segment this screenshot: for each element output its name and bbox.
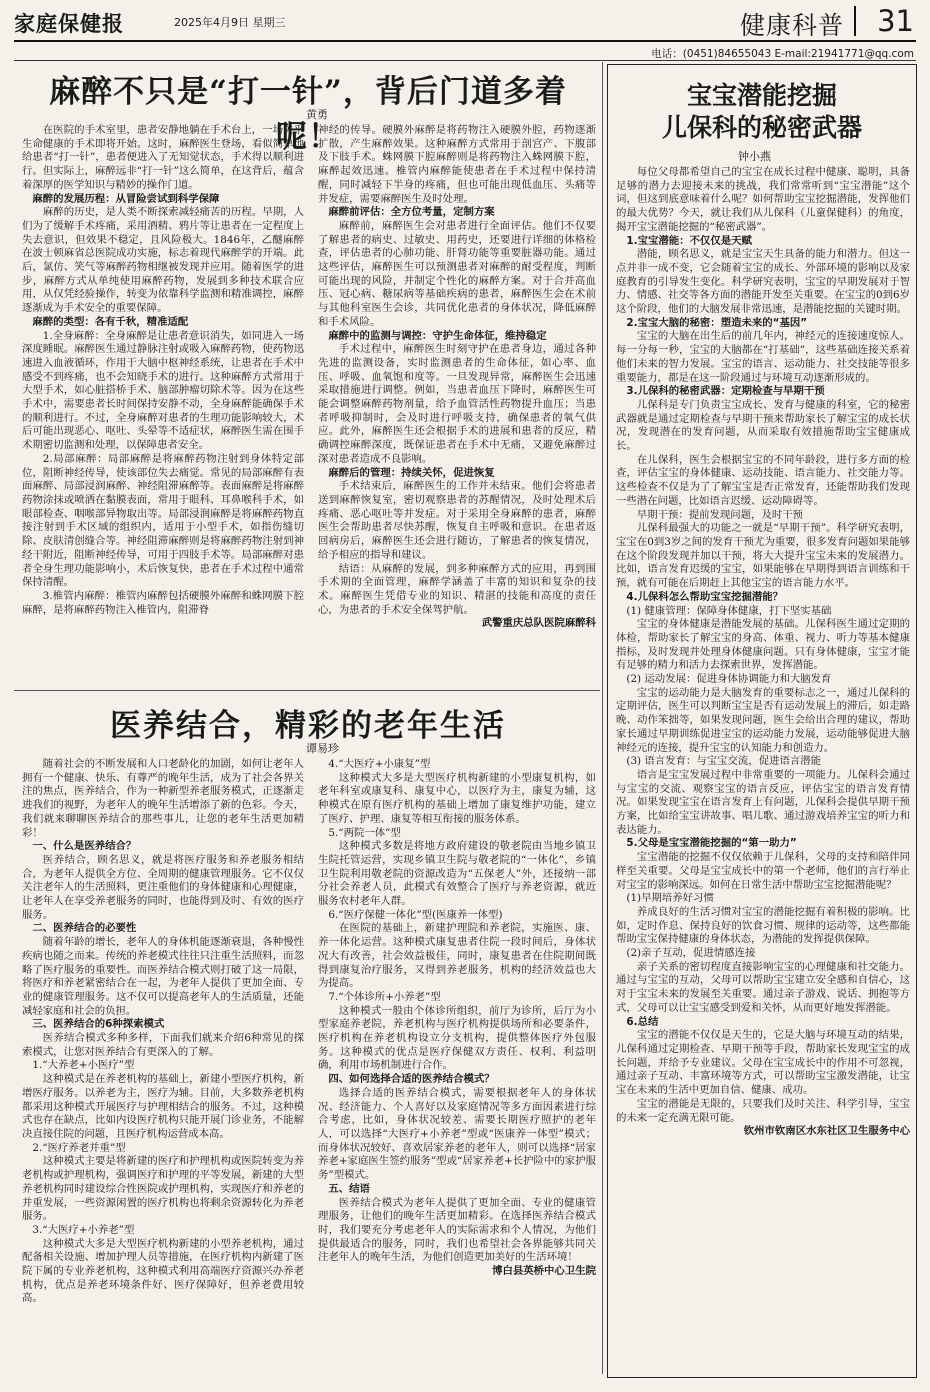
paragraph: 这种模式大多是大型医疗机构新建的小型养老机构，通过配备相关设施、增加护理人员等措施，在医疗机构内新建了医院下属的专业养老机构，这种模式利用高端医疗资源兴办养老机构，优点是养老环境条件好、医疗保障好，但养老费用较高。 — [22, 1237, 304, 1305]
article1-column-1 — [22, 124, 304, 684]
subsection-heading: 4.“大医疗+小康复”型 — [328, 758, 431, 770]
paragraph: 宝宝的大脑在出生后的前几年内，神经元的连接速度惊人。每一分每一秒，宝宝的大脑都在“打基础”，这些基础连接关系着他们未来的智力发展。宝宝的语言、运动能力、社交技能等很多重要能力，都是在这一阶段通过与环境互动逐渐形成的。 — [616, 330, 910, 384]
subsection-heading: 5.“两院一体”型 — [328, 826, 401, 839]
article-separator — [14, 690, 600, 691]
paragraph: 每位父母都希望自己的宝宝在成长过程中健康、聪明，具备足够的潜力去迎接未来的挑战，我们常常听到“宝宝潜能”这个词，但这到底意味着什么呢？如何帮助宝宝挖掘潜能，发挥他们的最大优势？今天，就让我们从儿保科（儿童保健科）的角度，揭开宝宝潜能挖掘的“秘密武器”。 — [616, 166, 910, 233]
article3-headline-line1: 宝宝潜能挖掘 — [686, 81, 837, 110]
section-heading: 2.宝宝大脑的秘密：塑造未来的“基因” — [626, 316, 808, 329]
masthead-rule — [14, 40, 916, 42]
article1-column-2 — [318, 124, 596, 684]
subsection-heading: 2.“医疗养老并重”型 — [32, 1141, 126, 1154]
subsection-heading: (1) 健康管理：保障身体健康，打下坚实基础 — [626, 604, 832, 617]
masthead — [0, 0, 930, 40]
paragraph: 儿保科是专门负责宝宝成长、发育与健康的科室，它的秘密武器就是通过定期检查与早期干预来帮助家长了解宝宝的成长状况，发现潜在的发育问题，从而采取有效措施帮助宝宝健康成长。 — [616, 398, 910, 453]
contact-line: 电话：(0451)84655043 E-mail:21941771@qq.com — [651, 48, 914, 60]
paragraph: 宝宝的潜能不仅仅是天生的，它是大脑与环境互动的结果，儿保科通过定期检查、早期干预等手段，帮助家长发现宝宝的成长问题，并给予专业建议。父母在宝宝成长中的作用不可忽视，通过亲子互动、丰富环境等方式，可以帮助宝宝激发潜能，让宝宝在未来的生活中更加自信、健康、成功。 — [616, 1029, 910, 1097]
paper-name: 家庭保健报 — [14, 11, 124, 36]
section-heading: 五、结语 — [328, 1182, 370, 1195]
paragraph: 潜能，顾名思义，就是宝宝天生具备的能力和潜力。但这一点并非一成不变，它会随着宝宝的成长、外部环境的影响以及家庭教育的引导发生变化。科学研究表明，宝宝的早期发展对于智力、情感、社交等各方面的潜能开发至关重要。在宝宝的0到6岁这个阶段，他们的大脑发展非常迅速，是潜能挖掘的关键时期。 — [616, 248, 910, 316]
article2-headline: 医养结合，精彩的老年生活 — [110, 708, 506, 744]
section-heading: 4.儿保科怎么帮助宝宝挖掘潜能？ — [626, 590, 784, 603]
subsection-heading: (2)亲子互动，促进情感连接 — [626, 947, 756, 960]
section-heading: 四、如何选择合适的医养结合模式？ — [328, 1073, 495, 1086]
subsection-heading: 6.“医疗保健一体化”型(医康养一体型) — [328, 908, 503, 921]
paragraph: 麻醉前，麻醉医生会对患者进行全面评估。他们不仅要了解患者的病史、过敏史、用药史，还要进行详细的体格检查，评估患者的心肺功能、肝肾功能等重要脏器功能。通过这些评估，麻醉医生可以预测患者对麻醉的耐受程度，判断可能出现的风险，并制定个性化的麻醉方案。对于合并高血压、冠心病、糖尿病等基础疾病的患者，麻醉医生会在术前与其他科室医生会诊，共同优化患者的身体状况，降低麻醉和手术风险。 — [318, 219, 596, 328]
paragraph: 麻醉的历史，是人类不断探索减轻痛苦的历程。早期，人们为了缓解手术疼痛，采用酒精、鸦片等让患者在一定程度上失去意识，但效果不稳定，且风险极大。1846年，乙醚麻醉在波士顿麻省总医院成功实施，标志着现代麻醉学的开端。此后，氯仿、笑气等麻醉药物相继被发现并应用。随着医学的进步，麻醉方式从单纯使用麻醉药物，发展到多种技术联合应用，从仅凭经验操作，转变为依靠科学监测和精准调控，麻醉逐渐成为手术安全的重要保障。 — [22, 206, 304, 315]
issue-date: 2025年4月9日 星期三 — [174, 16, 286, 29]
article2-column-2 — [318, 758, 596, 1382]
section-heading: 麻醉的类型：各有千秋，精准适配 — [32, 315, 189, 328]
article2-column-1 — [22, 758, 304, 1382]
paragraph: 早期干预：提前发现问题，及时干预 — [636, 508, 804, 521]
subsection-heading: (1)早期培养好习惯 — [626, 892, 714, 905]
paragraph: 2.局部麻醉：局部麻醉是将麻醉药物注射到身体特定部位，阻断神经传导，使该部位失去痛觉。常见的局部麻醉有表面麻醉、局部浸润麻醉、神经阻滞麻醉等。表面麻醉是将麻醉药物涂抹或喷洒在黏膜表面，常用于眼科、耳鼻喉科手术，如眼部检查、咽喉部异物取出等。局部浸润麻醉是将麻醉药物直接注射到手术区域的组织内，适用于小型手术，如指伤缝切除、皮肤清创缝合等。神经阻滞麻醉则是将麻醉药物注射到神经干附近，阻断神经传导，可用于四肢手术等。局部麻醉对患者全身生理功能影响小，术后恢复快，患者在手术过程中通常保持清醒。 — [22, 452, 304, 589]
paragraph: 3.椎管内麻醉：椎管内麻醉包括硬膜外麻醉和蛛网膜下腔麻醉，是将麻醉药物注入椎管内，阻滞脊 — [22, 589, 304, 616]
subsection-heading: (3) 语言发育：与宝宝交流，促进语言潜能 — [626, 755, 822, 768]
author-affiliation: 钦州市钦南区水东社区卫生服务中心 — [743, 1125, 910, 1138]
paragraph: 医养结合，顾名思义，就是将医疗服务和养老服务相结合，为老年人提供全方位、全周期的健康管理服务。它不仅仅关注老年人的生活照料，更注重他们的身体健康和心理健康，让老年人在享受养老服务的同时，也能得到及时、有效的医疗服务。 — [22, 853, 304, 921]
paragraph: 神经的传导。硬膜外麻醉是将药物注入硬膜外腔，药物逐渐扩散，产生麻醉效果。这种麻醉方式常用于剖宫产、下腹部及下肢手术。蛛网膜下腔麻醉则是将药物注入蛛网膜下腔，麻醉起效迅速。椎管内麻醉能使患者在手术过程中保持清醒，同时减轻下半身的疼痛，但也可能出现低血压、头痛等并发症，需要麻醉医生及时处理。 — [318, 124, 596, 205]
paragraph: 结语：从麻醉的发展，到多种麻醉方式的应用，再到围手术期的全面管理，麻醉学涵盖了丰富的知识和复杂的技术。麻醉医生凭借专业的知识、精湛的技能和高度的责任心，为患者的手术安全保驾护航。 — [318, 562, 596, 616]
section-heading: 三、医养结合的6种探索模式 — [32, 1018, 165, 1031]
paragraph: 养成良好的生活习惯对宝宝的潜能挖掘有着积极的影响。比如，定时作息、保持良好的饮食习惯、规律的运动等，这些都能帮助宝宝保持健康的身体状态，为潜能的发挥提供保障。 — [616, 905, 910, 946]
paragraph: 这种模式主要是将新建的医疗和护理机构或医院转变为养老机构或护理机构，强调医疗和护理的平等发展，新建的大型养老机构同时建设综合性医院或护理机构，实现医疗和养老的并重发展，一些资源闲置的医疗机构也将剩余资源转化为养老服务。 — [22, 1155, 304, 1223]
paragraph: 在儿保科，医生会根据宝宝的不同年龄段，进行多方面的检查，评估宝宝的身体健康、运动技能、语言能力、社交能力等。这些检查不仅是为了了解宝宝是否正常发育，还能帮助我们发现一些潜在问题，比如语言迟缓、运动障碍等。 — [616, 453, 910, 507]
paragraph: 在医院的基础上，新建护理院和养老院，实施医、康、养一体化运营。这种模式康复患者住院一段时间后，身体状况大有改善，社会效益极佳，同时，康复患者在住院期间既得到康复治疗服务，又得到养老服务，机构的经济效益也大为提高。 — [318, 922, 596, 990]
article3-headline — [620, 80, 904, 144]
paragraph: 随着社会的不断发展和人口老龄化的加剧，如何让老年人拥有一个健康、快乐、有尊严的晚年生活，成为了社会各界关注的焦点，医养结合，作为一种新型养老服务模式，正逐渐走进我们的视野，为老年人的晚年生活增添了新的色彩。今天，我们就来聊聊医养结合的那些事儿，让您的老年生活更加精彩！ — [22, 758, 304, 839]
paragraph: 这种模式多数是将地方政府建设的敬老院由当地乡镇卫生院托管运营，实现乡镇卫生院与敬老院的“一体化”，乡镇卫生院利用敬老院的资源改造为“五保老人”外，还接纳一部分社会养老人员，此模式有效整合了医疗与养老资源，就近服务农村老年人群。 — [318, 840, 596, 908]
paragraph: 在医院的手术室里，患者安静地躺在手术台上，一场关乎生命健康的手术即将开始。这时，麻醉医生登场，看似简单地给患者“打一针”，患者便进入了无知觉状态，手术得以顺利进行。但实际上，麻醉远非“打一针”这么简单，在这背后，蕴含着深厚的医学知识与精妙的操作门道。 — [22, 124, 304, 191]
section-title: 健康科普 — [739, 11, 844, 40]
paragraph: 语言是宝宝发展过程中非常重要的一项能力。儿保科会通过与宝宝的交流、观察宝宝的语言反应，评估宝宝的语言发育情况。如果发现宝宝在语言发育上有问题，儿保科会提供早期干预方案，比如给宝宝讲故事、唱儿歌、通过游戏培养宝宝的听力和表达能力。 — [616, 768, 910, 836]
page-number: 31 — [877, 4, 914, 38]
article2-author: 谭易珍 — [306, 742, 339, 755]
paragraph: 选择合适的医养结合模式，需要根据老年人的身体状况、经济能力、个人喜好以及家庭情况等多方面因素进行综合考虑，比如，身体状况较差、需要长期医疗照护的老年人，可以选择“大医疗+小养老”型或“医康养一体型”模式；而身体状况较好、喜欢居家养老的老年人，则可以选择“居家养老+家庭医生签约服务”型或“居家养老+长护险中的家护服务”型模式。 — [318, 1086, 596, 1182]
section-heading: 麻醉后的管理：持续关怀，促进恢复 — [328, 466, 495, 479]
section-heading: 麻醉前评估：全方位考量，定制方案 — [328, 206, 495, 219]
subsection-heading: (2) 运动发展：促进身体协调能力和大脑发育 — [626, 673, 832, 686]
paragraph: 这种模式大多是大型医疗机构新建的小型康复机构，如老年科室或康复科、康复中心，以医疗为主，康复为辅，这种模式在原有医疗机构的基础上增加了康复维护功能，建立了医疗、护理、康复等相互衔接的服务体系。 — [318, 771, 596, 825]
article1-headline: 麻醉不只是“打一针”，背后门道多着呢！ — [49, 74, 567, 155]
section-heading: 3.儿保科的秘密武器：定期检查与早期干预 — [626, 385, 825, 398]
article1-author: 黄勇 — [306, 108, 328, 121]
article3-body — [616, 166, 910, 1370]
paragraph: 这种模式一般由个体诊所组织，前厅为诊所，后厅为小型家庭养老院，养老机构与医疗机构提供场所和必要条件，医疗机构在养老机构设立分支机构，提供整体医疗外包服务。这种模式的优点是医疗保健双方责任、权利、利益明确，利用市场机制进行合作。 — [318, 1004, 596, 1072]
paragraph: 医养结合模式为老年人提供了更加全面、专业的健康管理服务，让他们的晚年生活更加精彩。在选择医养结合模式时，我们要充分考虑老年人的实际需求和个人情况，为他们提供最适合的服务，同时，我们也希望社会各界能够共同关注老年人的晚年生活，为他们创造更加美好的生活环境！ — [318, 1196, 596, 1264]
paragraph: 手术过程中，麻醉医生时刻守护在患者身边，通过各种先进的监测设备，实时监测患者的生命体征，如心率、血压、呼吸、血氧饱和度等。一旦发现异常，麻醉医生会迅速采取措施进行调整。例如，当患者血压下降时，麻醉医生可能会调整麻醉药物剂量，给予血管活性药物提升血压；当患者呼吸抑制时，会及时进行呼吸支持，确保患者的氧气供应。此外，麻醉医生还会根据手术的进展和患者的反应，精确调控麻醉深度，既保证患者在手术中无痛，又避免麻醉过深对患者造成不良影响。 — [318, 343, 596, 465]
paragraph: 宝宝的运动能力是大脑发育的重要标志之一，通过儿保科的定期评估，医生可以判断宝宝是否有运动发展上的滞后，如走路晚、动作笨拙等，如果发现问题，医生会给出合理的建议，帮助家长通过早期训练促进宝宝的运动能力发展，运动能够促进大脑神经元的连接，提升宝宝的认知能力和创造力。 — [616, 686, 910, 754]
paragraph: 宝宝潜能的挖掘不仅仅依赖于儿保科，父母的支持和陪伴同样至关重要。父母是宝宝成长中的第一个老师，他们的言行举止对宝宝的影响深远。如何在日常生活中帮助宝宝挖掘潜能呢？ — [616, 851, 910, 891]
author-affiliation: 博白县英桥中心卫生院 — [492, 1265, 596, 1278]
paragraph: 宝宝的身体健康是潜能发展的基础。儿保科医生通过定期的体检，帮助家长了解宝宝的身高、体重、视力、听力等基本健康指标，及时发现并处理身体健康问题。只有身体健康，宝宝才能有足够的精力和活力去探索世界，发挥潜能。 — [616, 618, 910, 672]
paragraph: 手术结束后，麻醉医生的工作并未结束。他们会将患者送到麻醉恢复室，密切观察患者的苏醒情况，及时处理术后疼痛、恶心呕吐等并发症。对于采用全身麻醉的患者，麻醉医生会帮助患者尽快苏醒，恢复自主呼吸和意识。在患者返回病房后，麻醉医生还会进行随访，了解患者的恢复情况，给予相应的指导和建议。 — [318, 480, 596, 561]
paragraph: 宝宝的潜能是无限的，只要我们及时关注、科学引导，宝宝的未来一定充满无限可能。 — [616, 1097, 910, 1124]
masthead-divider — [854, 6, 856, 36]
paragraph: 医养结合模式多种多样，下面我们就来介绍6种常见的探索模式，让您对医养结合有更深入的了解。 — [22, 1032, 304, 1058]
section-heading: 5.父母是宝宝潜能挖掘的“第一助力” — [626, 837, 797, 850]
section-heading: 一、什么是医养结合？ — [32, 840, 137, 853]
section-heading: 麻醉的发展历程：从冒险尝试到科学保障 — [32, 192, 220, 205]
section-heading: 麻醉中的监测与调控：守护生命体征，维持稳定 — [328, 329, 547, 342]
section-heading: 1.宝宝潜能：不仅仅是天赋 — [626, 234, 752, 247]
article3-author: 钟小燕 — [738, 150, 771, 163]
paragraph: 儿保科最强大的功能之一就是“早期干预”。科学研究表明，宝宝在0到3岁之间的发育干预尤为重要，很多发育问题如果能够在这个阶段发现并加以干预，将大大提升宝宝未来的发展潜力。比如，语言发育迟缓的宝宝，如果能够在早期得到语言训练和干预，就有可能在后期赶上其他宝宝的语言能力水平。 — [616, 522, 910, 590]
contact-rule — [14, 60, 916, 61]
section-heading: 二、医养结合的必要性 — [32, 922, 137, 935]
paragraph: 这种模式是在养老机构的基础上，新建小型医疗机构，新增医疗服务。以养老为主，医疗为辅。目前，大多数养老机构都采用这种模式开展医疗与护理相结合的服务。不过，这种模式也存在缺点，比如内设医疗机构只能开展门诊业务，不能解决直接住院的问题，且医疗机构运营成本高。 — [22, 1073, 304, 1140]
column-divider — [602, 62, 603, 1374]
author-affiliation: 武警重庆总队医院麻醉科 — [481, 617, 596, 630]
section-heading: 6.总结 — [626, 1015, 659, 1028]
paragraph: 亲子关系的密切程度直接影响宝宝的心理健康和社交能力。通过与宝宝的互动，父母可以帮助宝宝建立安全感和自信心，这对于宝宝未来的发展至关重要。通过亲子游戏、说话、拥抱等方式，父母可以让宝宝感受到爱和关怀，从而更好地发挥潜能。 — [616, 960, 910, 1014]
paragraph: 随着年龄的增长，老年人的身体机能逐渐衰退，各种慢性疾病也随之而来。传统的养老模式往往只注重生活照料，而忽略了医疗服务的重要性。而医养结合模式则打破了这一局限，将医疗和养老紧密结合在一起，为老年人提供了更加全面、专业的健康管理服务。这不仅可以提高老年人的生活质量，还能减轻家庭和社会的负担。 — [22, 936, 304, 1017]
article3-headline-line2: 儿保科的秘密武器 — [661, 113, 862, 142]
paragraph: 1.全身麻醉：全身麻醉是让患者意识消失，如同进入一场深度睡眠。麻醉医生通过静脉注射或吸入麻醉药物，使药物迅速进入血液循环，作用于大脑中枢神经系统，让患者在手术中感受不到疼痛，也不会知晓手术的进行。这种麻醉方式常用于大型手术，如心脏搭桥手术、脑部肿瘤切除术等。因为在这些手术中，需要患者长时间保持安静不动，全身麻醉能确保手术的顺利进行。不过，全身麻醉对患者的生理功能影响较大，术后可能出现恶心、呕吐、头晕等不适症状，麻醉医生需在围手术期密切监测和处理，以保障患者安全。 — [22, 329, 304, 452]
subsection-heading: 1.“大养老+小医疗”型 — [32, 1059, 135, 1072]
subsection-heading: 3.“大医疗+小养老”型 — [32, 1223, 135, 1236]
subsection-heading: 7.“个体诊所+小养老”型 — [328, 990, 441, 1003]
